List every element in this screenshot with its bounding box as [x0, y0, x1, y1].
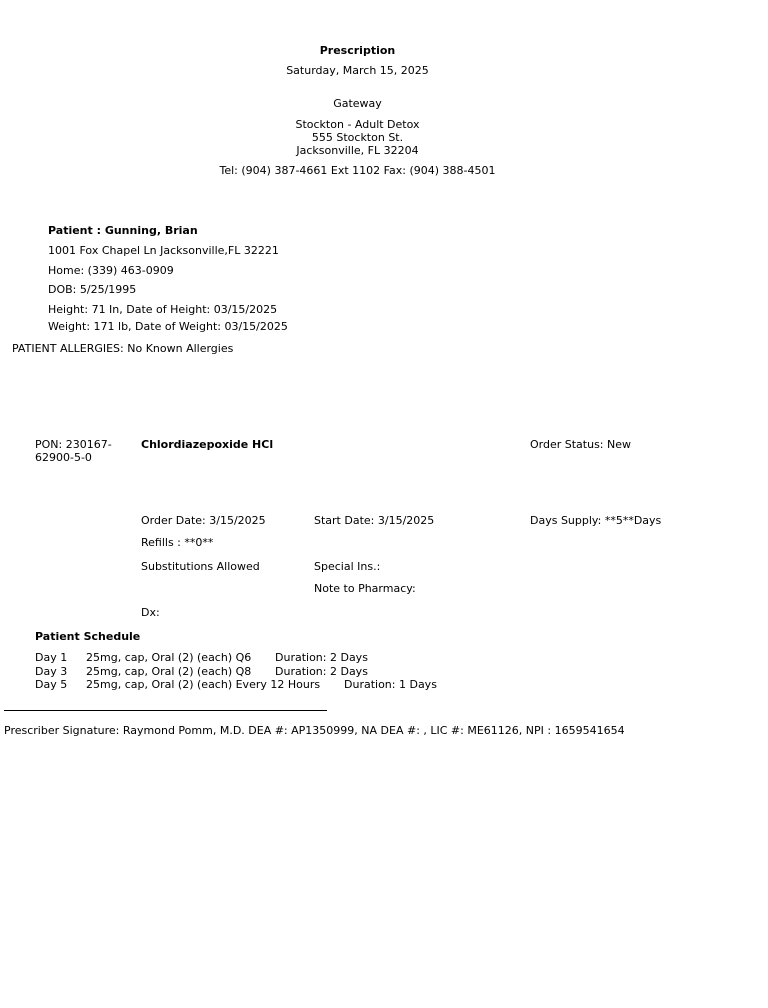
schedule-duration: Duration: 1 Days [344, 678, 437, 691]
schedule-day: Day 5 [35, 678, 68, 691]
facility-contact: Tel: (904) 387-4661 Ext 1102 Fax: (904) 388-4501 [219, 164, 496, 177]
patient-home-phone: Home: (339) 463-0909 [48, 264, 174, 277]
pon-number-line2: 62900-5-0 [35, 451, 92, 464]
patient-dob: DOB: 5/25/1995 [48, 283, 137, 296]
patient-height: Height: 71 In, Date of Height: 03/15/2025 [48, 303, 278, 316]
order-date: Order Date: 3/15/2025 [141, 514, 266, 527]
schedule-dose: 25mg, cap, Oral (2) (each) Q8 [86, 664, 252, 678]
schedule-dose: 25mg, cap, Oral (2) (each) Every 12 Hours [86, 678, 321, 691]
schedule-dose: 25mg, cap, Oral (2) (each) Q6 [86, 651, 252, 664]
patient-address: 1001 Fox Chapel Ln Jacksonville,FL 32221 [48, 244, 279, 257]
special-instructions: Special Ins.: [314, 560, 381, 573]
schedule-heading: Patient Schedule [35, 630, 141, 643]
schedule-day: Day 3 [35, 664, 68, 678]
days-supply: Days Supply: **5**Days [530, 514, 662, 527]
document-date: Saturday, March 15, 2025 [286, 64, 429, 77]
start-date: Start Date: 3/15/2025 [314, 514, 435, 527]
signature-line [4, 710, 327, 711]
facility-street: 555 Stockton St. [311, 131, 404, 144]
facility-city: Jacksonville, FL 32204 [296, 144, 419, 157]
schedule-day: Day 1 [35, 651, 68, 664]
schedule-duration: Duration: 2 Days [275, 651, 368, 664]
patient-weight: Weight: 171 lb, Date of Weight: 03/15/2025 [48, 320, 288, 333]
schedule-duration: Duration: 2 Days [275, 664, 368, 678]
note-to-pharmacy: Note to Pharmacy: [314, 582, 416, 595]
prescriber-signature: Prescriber Signature: Raymond Pomm, M.D. DEA #: AP1350999, NA DEA #: , LIC #: ME61126, NPI : 1659541654 [4, 724, 625, 737]
patient-allergies: PATIENT ALLERGIES: No Known Allergies [12, 342, 234, 355]
order-status: Order Status: New [530, 438, 632, 451]
patient-name: Patient : Gunning, Brian [48, 224, 198, 237]
organization-name: Gateway [333, 97, 382, 110]
diagnosis: Dx: [141, 606, 160, 619]
refills: Refills : **0** [141, 536, 214, 549]
drug-name: Chlordiazepoxide HCl [141, 438, 274, 451]
document-title: Prescription [319, 44, 396, 57]
substitutions: Substitutions Allowed [141, 560, 260, 573]
facility-name: Stockton - Adult Detox [295, 118, 420, 131]
pon-number-line1: PON: 230167- [35, 438, 112, 451]
